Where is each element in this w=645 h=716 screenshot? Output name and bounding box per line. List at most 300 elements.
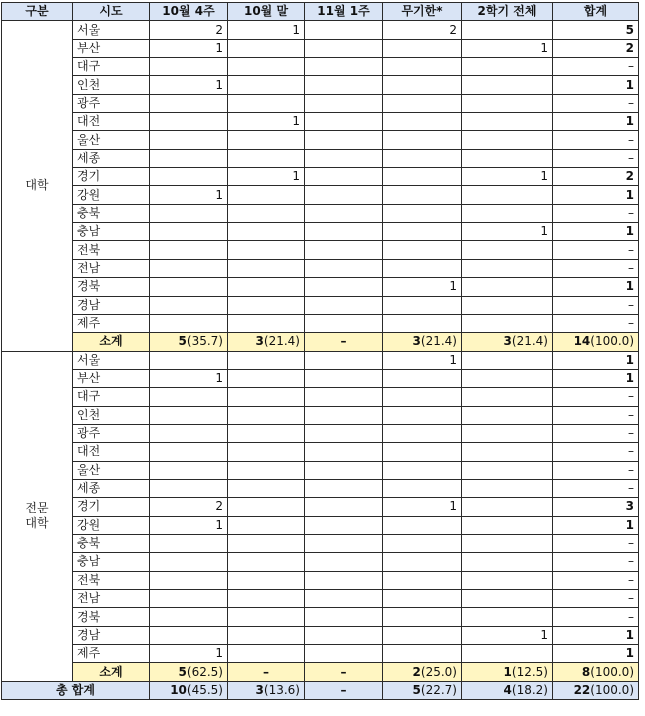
region-name: 울산 bbox=[73, 461, 150, 479]
count-cell bbox=[305, 21, 383, 39]
summary-percent: (45.5) bbox=[186, 682, 223, 697]
summary-cell bbox=[383, 663, 462, 681]
grand-total-label: 총 합계 bbox=[2, 681, 150, 699]
summary-count: 3 bbox=[255, 334, 264, 349]
count-cell bbox=[228, 149, 305, 167]
count-cell bbox=[383, 388, 462, 406]
count-cell bbox=[228, 571, 305, 589]
count-cell bbox=[228, 296, 305, 314]
count-cell bbox=[305, 168, 383, 186]
count-cell: 2 bbox=[150, 498, 228, 516]
summary-percent: (25.0) bbox=[420, 664, 457, 679]
count-cell bbox=[383, 131, 462, 149]
group-label-text: 전문 대학 bbox=[25, 501, 49, 531]
count-cell bbox=[150, 113, 228, 131]
summary-percent: (13.6) bbox=[263, 682, 300, 697]
column-header: 합계 bbox=[553, 3, 639, 21]
count-cell bbox=[305, 534, 383, 552]
count-cell: 1 bbox=[228, 21, 305, 39]
table-row bbox=[2, 296, 639, 314]
count-cell bbox=[462, 571, 553, 589]
row-total-cell: – bbox=[553, 296, 639, 314]
table-row bbox=[2, 626, 639, 644]
count-cell bbox=[228, 406, 305, 424]
count-cell bbox=[383, 626, 462, 644]
count-cell bbox=[228, 186, 305, 204]
count-cell bbox=[305, 39, 383, 57]
count-cell bbox=[383, 241, 462, 259]
row-total-cell: 1 bbox=[553, 113, 639, 131]
region-name: 광주 bbox=[73, 424, 150, 442]
row-total-cell: – bbox=[553, 259, 639, 277]
count-cell bbox=[305, 149, 383, 167]
table-row bbox=[2, 39, 639, 57]
count-cell bbox=[383, 149, 462, 167]
count-cell bbox=[383, 186, 462, 204]
count-cell bbox=[150, 204, 228, 222]
count-cell bbox=[305, 516, 383, 534]
column-header: 10월 말 bbox=[228, 3, 305, 21]
count-cell bbox=[383, 516, 462, 534]
region-name: 서울 bbox=[73, 21, 150, 39]
count-cell bbox=[305, 351, 383, 369]
count-cell bbox=[462, 498, 553, 516]
count-cell bbox=[228, 58, 305, 76]
summary-count: 4 bbox=[503, 682, 512, 697]
count-cell bbox=[150, 590, 228, 608]
summary-cell bbox=[305, 663, 383, 681]
table-row bbox=[2, 498, 639, 516]
count-cell bbox=[462, 94, 553, 112]
region-name: 인천 bbox=[73, 406, 150, 424]
count-cell bbox=[383, 534, 462, 552]
region-name: 경남 bbox=[73, 626, 150, 644]
count-cell bbox=[150, 424, 228, 442]
count-cell bbox=[150, 351, 228, 369]
count-cell bbox=[150, 131, 228, 149]
count-cell bbox=[383, 571, 462, 589]
count-cell bbox=[383, 590, 462, 608]
closure-schedule-table bbox=[1, 2, 639, 700]
summary-count: 3 bbox=[412, 334, 421, 349]
row-total-cell: – bbox=[553, 149, 639, 167]
row-total-cell: – bbox=[553, 94, 639, 112]
count-cell bbox=[305, 626, 383, 644]
count-cell bbox=[150, 608, 228, 626]
count-cell bbox=[383, 608, 462, 626]
count-cell bbox=[462, 113, 553, 131]
row-total-cell: – bbox=[553, 553, 639, 571]
column-header: 10월 4주 bbox=[150, 3, 228, 21]
summary-percent: (21.4) bbox=[511, 334, 548, 349]
region-name: 충남 bbox=[73, 223, 150, 241]
row-total-cell: – bbox=[553, 58, 639, 76]
count-cell bbox=[305, 443, 383, 461]
count-cell bbox=[228, 461, 305, 479]
count-cell bbox=[228, 626, 305, 644]
summary-count: 8 bbox=[581, 664, 591, 679]
summary-percent: (100.0) bbox=[590, 664, 634, 679]
row-total-cell: 2 bbox=[553, 39, 639, 57]
table-row bbox=[2, 223, 639, 241]
row-total-cell: 1 bbox=[553, 278, 639, 296]
count-cell bbox=[383, 296, 462, 314]
count-cell bbox=[462, 608, 553, 626]
table-row bbox=[2, 241, 639, 259]
table-row bbox=[2, 461, 639, 479]
summary-percent: (100.0) bbox=[590, 334, 634, 349]
region-name: 강원 bbox=[73, 516, 150, 534]
row-total-cell: – bbox=[553, 443, 639, 461]
count-cell bbox=[150, 534, 228, 552]
count-cell bbox=[150, 94, 228, 112]
count-cell bbox=[383, 223, 462, 241]
summary-count: 14 bbox=[573, 334, 591, 349]
region-name: 경기 bbox=[73, 498, 150, 516]
row-total-cell: – bbox=[553, 241, 639, 259]
count-cell bbox=[150, 314, 228, 332]
count-cell bbox=[383, 369, 462, 387]
row-total-cell: – bbox=[553, 406, 639, 424]
row-total-cell: – bbox=[553, 479, 639, 497]
summary-cell bbox=[553, 663, 639, 681]
count-cell bbox=[462, 149, 553, 167]
region-name: 강원 bbox=[73, 186, 150, 204]
group-label bbox=[2, 21, 73, 351]
count-cell bbox=[462, 388, 553, 406]
count-cell bbox=[228, 516, 305, 534]
summary-cell bbox=[553, 681, 639, 699]
count-cell bbox=[305, 259, 383, 277]
region-name: 전북 bbox=[73, 241, 150, 259]
table-row bbox=[2, 186, 639, 204]
region-name: 충남 bbox=[73, 553, 150, 571]
summary-count: 2 bbox=[412, 664, 421, 679]
count-cell bbox=[228, 645, 305, 663]
count-cell bbox=[305, 204, 383, 222]
table-row bbox=[2, 443, 639, 461]
row-total-cell: 5 bbox=[553, 21, 639, 39]
count-cell bbox=[383, 553, 462, 571]
count-cell bbox=[462, 204, 553, 222]
column-header: 11월 1주 bbox=[305, 3, 383, 21]
summary-cell bbox=[228, 681, 305, 699]
count-cell bbox=[383, 204, 462, 222]
summary-percent: (22.7) bbox=[420, 682, 457, 697]
count-cell bbox=[462, 241, 553, 259]
region-name: 대구 bbox=[73, 388, 150, 406]
table-row bbox=[2, 21, 639, 39]
region-name: 대전 bbox=[73, 443, 150, 461]
count-cell bbox=[228, 608, 305, 626]
count-cell bbox=[462, 424, 553, 442]
count-cell bbox=[462, 296, 553, 314]
summary-cell bbox=[462, 681, 553, 699]
count-cell bbox=[150, 278, 228, 296]
count-cell bbox=[150, 443, 228, 461]
region-name: 울산 bbox=[73, 131, 150, 149]
region-name: 광주 bbox=[73, 94, 150, 112]
count-cell: 1 bbox=[150, 369, 228, 387]
table-row bbox=[2, 131, 639, 149]
count-cell: 1 bbox=[462, 626, 553, 644]
region-name: 충북 bbox=[73, 534, 150, 552]
count-cell bbox=[305, 498, 383, 516]
count-cell bbox=[383, 424, 462, 442]
count-cell bbox=[228, 131, 305, 149]
count-cell bbox=[383, 461, 462, 479]
count-cell bbox=[228, 204, 305, 222]
region-name: 제주 bbox=[73, 314, 150, 332]
count-cell bbox=[462, 369, 553, 387]
region-name: 제주 bbox=[73, 645, 150, 663]
summary-percent: (21.4) bbox=[263, 334, 300, 349]
row-total-cell: – bbox=[553, 461, 639, 479]
table-row bbox=[2, 424, 639, 442]
table-row bbox=[2, 259, 639, 277]
count-cell bbox=[305, 479, 383, 497]
summary-cell bbox=[150, 681, 228, 699]
summary-cell bbox=[462, 663, 553, 681]
subtotal-label: 소계 bbox=[73, 333, 150, 351]
table-row bbox=[2, 76, 639, 94]
count-cell bbox=[228, 590, 305, 608]
table-row bbox=[2, 314, 639, 332]
table-row bbox=[2, 534, 639, 552]
count-cell bbox=[305, 388, 383, 406]
count-cell bbox=[305, 608, 383, 626]
count-cell bbox=[228, 498, 305, 516]
count-cell bbox=[150, 149, 228, 167]
count-cell bbox=[228, 553, 305, 571]
count-cell: 1 bbox=[383, 278, 462, 296]
row-total-cell: 2 bbox=[553, 168, 639, 186]
count-cell: 1 bbox=[150, 76, 228, 94]
count-cell bbox=[228, 388, 305, 406]
region-name: 충북 bbox=[73, 204, 150, 222]
count-cell bbox=[305, 76, 383, 94]
count-cell bbox=[462, 351, 553, 369]
row-total-cell: – bbox=[553, 608, 639, 626]
count-cell bbox=[150, 461, 228, 479]
region-name: 전남 bbox=[73, 259, 150, 277]
row-total-cell: – bbox=[553, 534, 639, 552]
region-name: 인천 bbox=[73, 76, 150, 94]
row-total-cell: 1 bbox=[553, 351, 639, 369]
region-name: 전남 bbox=[73, 590, 150, 608]
group-label-text: 대학 bbox=[25, 178, 49, 193]
count-cell bbox=[462, 314, 553, 332]
count-cell bbox=[228, 241, 305, 259]
row-total-cell: 1 bbox=[553, 626, 639, 644]
summary-count: 22 bbox=[573, 682, 591, 697]
summary-count: 10 bbox=[170, 682, 187, 697]
count-cell: 1 bbox=[150, 516, 228, 534]
count-cell bbox=[228, 94, 305, 112]
count-cell bbox=[462, 406, 553, 424]
count-cell: 1 bbox=[462, 39, 553, 57]
count-cell bbox=[228, 314, 305, 332]
summary-count: 1 bbox=[503, 664, 512, 679]
table-row bbox=[2, 553, 639, 571]
count-cell bbox=[228, 424, 305, 442]
count-cell bbox=[383, 76, 462, 94]
count-cell bbox=[462, 76, 553, 94]
region-name: 부산 bbox=[73, 39, 150, 57]
row-total-cell: – bbox=[553, 204, 639, 222]
row-total-cell: 1 bbox=[553, 369, 639, 387]
summary-percent: (12.5) bbox=[511, 664, 548, 679]
count-cell bbox=[462, 590, 553, 608]
count-cell bbox=[383, 94, 462, 112]
count-cell bbox=[150, 406, 228, 424]
summary-cell bbox=[150, 333, 228, 351]
count-cell bbox=[305, 58, 383, 76]
row-total-cell: – bbox=[553, 314, 639, 332]
summary-percent: (18.2) bbox=[511, 682, 548, 697]
count-cell: 1 bbox=[383, 351, 462, 369]
count-cell: 2 bbox=[383, 21, 462, 39]
row-total-cell: 3 bbox=[553, 498, 639, 516]
table-row bbox=[2, 113, 639, 131]
region-name: 경북 bbox=[73, 608, 150, 626]
count-cell bbox=[305, 553, 383, 571]
table-row bbox=[2, 278, 639, 296]
count-cell bbox=[462, 58, 553, 76]
count-cell bbox=[462, 186, 553, 204]
summary-count: – bbox=[263, 664, 269, 679]
count-cell bbox=[228, 76, 305, 94]
count-cell bbox=[462, 645, 553, 663]
region-name: 경남 bbox=[73, 296, 150, 314]
column-header: 2학기 전체 bbox=[462, 3, 553, 21]
count-cell bbox=[383, 443, 462, 461]
table-row bbox=[2, 369, 639, 387]
count-cell bbox=[150, 479, 228, 497]
region-name: 대전 bbox=[73, 113, 150, 131]
table-row bbox=[2, 94, 639, 112]
subtotal-row bbox=[2, 333, 639, 351]
count-cell bbox=[383, 259, 462, 277]
count-cell bbox=[383, 645, 462, 663]
count-cell bbox=[150, 626, 228, 644]
count-cell bbox=[305, 645, 383, 663]
summary-cell bbox=[462, 333, 553, 351]
count-cell: 1 bbox=[462, 223, 553, 241]
count-cell: 1 bbox=[150, 645, 228, 663]
count-cell bbox=[305, 369, 383, 387]
grand-total-row bbox=[2, 681, 639, 699]
count-cell bbox=[305, 314, 383, 332]
table-row bbox=[2, 168, 639, 186]
summary-count: 3 bbox=[255, 682, 264, 697]
count-cell bbox=[462, 278, 553, 296]
table-row bbox=[2, 571, 639, 589]
region-name: 전북 bbox=[73, 571, 150, 589]
row-total-cell: – bbox=[553, 388, 639, 406]
count-cell bbox=[228, 39, 305, 57]
table-row bbox=[2, 479, 639, 497]
count-cell bbox=[383, 58, 462, 76]
summary-count: 5 bbox=[178, 334, 187, 349]
table-row bbox=[2, 516, 639, 534]
row-total-cell: – bbox=[553, 590, 639, 608]
row-total-cell: 1 bbox=[553, 76, 639, 94]
region-name: 경기 bbox=[73, 168, 150, 186]
region-name: 세종 bbox=[73, 149, 150, 167]
count-cell bbox=[305, 94, 383, 112]
count-cell bbox=[228, 259, 305, 277]
region-name: 경북 bbox=[73, 278, 150, 296]
summary-count: 5 bbox=[412, 682, 421, 697]
table-row bbox=[2, 351, 639, 369]
summary-count: 3 bbox=[503, 334, 512, 349]
count-cell bbox=[383, 479, 462, 497]
count-cell bbox=[462, 534, 553, 552]
row-total-cell: 1 bbox=[553, 186, 639, 204]
count-cell bbox=[150, 168, 228, 186]
count-cell bbox=[305, 241, 383, 259]
table-row bbox=[2, 608, 639, 626]
table-row bbox=[2, 590, 639, 608]
count-cell bbox=[305, 424, 383, 442]
count-cell bbox=[383, 39, 462, 57]
summary-percent: (21.4) bbox=[420, 334, 457, 349]
count-cell bbox=[150, 223, 228, 241]
count-cell bbox=[305, 223, 383, 241]
count-cell bbox=[305, 113, 383, 131]
header-row bbox=[2, 3, 639, 21]
table-row bbox=[2, 149, 639, 167]
count-cell bbox=[462, 21, 553, 39]
count-cell bbox=[462, 553, 553, 571]
count-cell bbox=[305, 571, 383, 589]
summary-percent: (62.5) bbox=[186, 664, 223, 679]
count-cell bbox=[228, 443, 305, 461]
summary-cell bbox=[228, 663, 305, 681]
region-name: 세종 bbox=[73, 479, 150, 497]
summary-count: – bbox=[340, 334, 347, 349]
summary-cell bbox=[383, 333, 462, 351]
table-row bbox=[2, 406, 639, 424]
count-cell bbox=[305, 590, 383, 608]
count-cell bbox=[228, 223, 305, 241]
count-cell bbox=[150, 259, 228, 277]
table-row bbox=[2, 58, 639, 76]
count-cell: 1 bbox=[228, 168, 305, 186]
count-cell bbox=[462, 131, 553, 149]
table-row bbox=[2, 645, 639, 663]
region-name: 부산 bbox=[73, 369, 150, 387]
summary-count: – bbox=[340, 664, 347, 679]
summary-cell bbox=[305, 681, 383, 699]
count-cell bbox=[228, 278, 305, 296]
count-cell bbox=[305, 278, 383, 296]
count-cell bbox=[462, 461, 553, 479]
table-row bbox=[2, 388, 639, 406]
count-cell: 1 bbox=[150, 39, 228, 57]
count-cell bbox=[305, 296, 383, 314]
count-cell bbox=[150, 553, 228, 571]
region-name: 대구 bbox=[73, 58, 150, 76]
summary-count: 5 bbox=[178, 664, 187, 679]
table-row bbox=[2, 204, 639, 222]
summary-percent: (35.7) bbox=[186, 334, 223, 349]
summary-cell bbox=[228, 333, 305, 351]
count-cell bbox=[150, 571, 228, 589]
summary-cell bbox=[553, 333, 639, 351]
count-cell: 2 bbox=[150, 21, 228, 39]
